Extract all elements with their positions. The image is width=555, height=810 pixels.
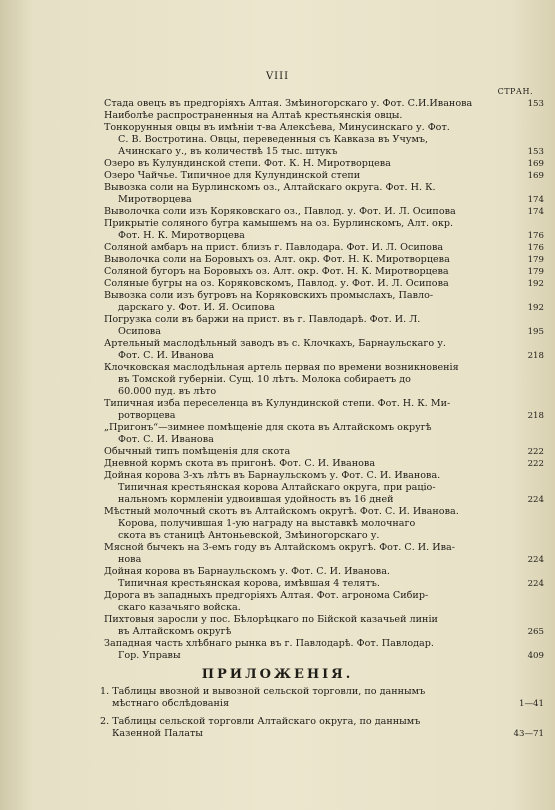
illustration-text-line: нальномъ кормленіи удвоившая удойность въ 16 дней <box>118 494 394 505</box>
illustration-entry <box>104 314 544 338</box>
illustration-entry <box>104 158 544 170</box>
illustration-text-line: Типичная крестьянская корова, имѣвшая 4 телятъ. <box>118 578 380 589</box>
illustration-entry <box>104 266 544 278</box>
illustration-text-line: Западная часть хлѣбнаго рынка въ г. Павлодарѣ. Фот. Павлодар. <box>104 638 434 649</box>
illustration-text-line: ротворцева <box>118 410 176 421</box>
illustration-page-ref: 153 <box>527 99 544 109</box>
illustration-entry <box>104 242 544 254</box>
illustration-page-ref: 192 <box>527 279 544 289</box>
illustration-text-line: Наиболѣе распространенныя на Алтаѣ крестьянскія овцы. <box>104 110 403 121</box>
illustration-text-line: Типичная крестьянская корова Алтайскаго округа, при раціо- <box>118 482 436 493</box>
illustration-page-ref: 169 <box>527 159 544 169</box>
illustration-entry <box>104 290 544 314</box>
illustration-text-line: Дневной кормъ скота въ пригонѣ. Фот. С. И. Иванова <box>104 458 376 469</box>
illustration-text-line: Соляной бугоръ на Боровыхъ оз. Алт. окр. Фот. Н. К. Миротворцева <box>104 266 449 277</box>
illustration-text-line: Вывозка соли изъ бугровъ на Коряковскихъ промыслахъ, Павло- <box>104 290 434 301</box>
illustration-entry <box>104 170 544 182</box>
appendix-entry <box>100 716 544 740</box>
illustration-page-ref: 224 <box>527 579 544 589</box>
page-number: VIII <box>265 71 290 82</box>
illustration-page-ref: 179 <box>527 255 544 265</box>
illustration-entry <box>104 254 544 266</box>
section-title: ПРИЛОЖЕНІЯ. <box>201 667 354 682</box>
illustration-page-ref: 174 <box>527 207 544 217</box>
illustration-page-ref: 174 <box>527 195 544 205</box>
illustration-page-ref: 224 <box>527 555 544 565</box>
illustration-entry <box>104 422 532 446</box>
illustration-text-line: дарскаго у. Фот. И. Я. Осипова <box>118 302 275 313</box>
illustration-entry <box>104 182 544 206</box>
appendix-page-ref: 1—41 <box>519 699 544 709</box>
illustration-entry <box>104 362 532 398</box>
illustration-page-ref: 265 <box>527 627 544 637</box>
illustration-entry <box>104 566 544 590</box>
illustration-entry <box>104 98 544 110</box>
illustration-page-ref: 179 <box>527 267 544 277</box>
appendix-text-line: мѣстнаго обслѣдованія <box>112 698 230 709</box>
illustration-page-ref: 176 <box>527 231 544 241</box>
illustration-text-line: Обычный типъ помѣщенія для скота <box>104 446 291 457</box>
illustration-text-line: „Пригонъ“—зимнее помѣщеніе для скота въ Алтайскомъ округѣ <box>104 422 432 433</box>
illustration-text-line: Мѣстный молочный скотъ въ Алтайскомъ округѣ. Фот. С. И. Иванова. <box>104 506 459 517</box>
appendix-list <box>100 686 544 746</box>
appendix-text-line: Казенной Палаты <box>112 728 203 739</box>
illustration-text-line: Соляной амбаръ на прист. близъ г. Павлодара. Фот. И. Л. Осипова <box>104 242 444 253</box>
illustration-entry <box>104 638 544 662</box>
illustration-text-line: Стада овецъ въ предгоріяхъ Алтая. Змѣиногорскаго у. Фот. С.И.Иванова <box>104 98 473 109</box>
illustration-entry <box>104 614 544 638</box>
illustration-page-ref: 218 <box>527 351 544 361</box>
illustration-text-line: Дойная корова 3-хъ лѣтъ въ Барнаульскомъ у. Фот. С. И. Иванова. <box>104 470 441 481</box>
illustration-entry <box>104 458 544 470</box>
illustration-text-line: Осипова <box>118 326 161 337</box>
illustration-text-line: Соляные бугры на оз. Коряковскомъ, Павлод. у. Фот. И. Л. Осипова <box>104 278 449 289</box>
illustration-text-line: Фот. С. И. Иванова <box>118 350 214 361</box>
illustration-page-ref: 222 <box>527 447 544 457</box>
illustration-entry <box>104 446 544 458</box>
illustration-page-ref: 169 <box>527 171 544 181</box>
illustration-entry <box>104 506 532 542</box>
illustration-entry <box>104 398 544 422</box>
illustration-text-line: Озеро Чайчье. Типичное для Кулундинской степи <box>104 170 361 181</box>
illustration-page-ref: 153 <box>527 147 544 157</box>
illustration-entry <box>104 590 532 614</box>
illustration-text-line: С. В. Востротина. Овцы, переведенныя съ Кавказа въ Учумъ, <box>118 134 429 145</box>
appendix-page-ref: 43—71 <box>513 729 544 739</box>
illustration-text-line: Озеро въ Кулундинской степи. Фот. К. Н. Миротворцева <box>104 158 391 169</box>
appendix-text-line: 2. Таблицы сельской торговли Алтайскаго округа, по даннымъ <box>100 716 421 727</box>
appendix-entry <box>100 686 544 710</box>
illustration-entry <box>104 278 544 290</box>
illustration-text-line: Выволочка соли на Боровыхъ оз. Алт. окр. Фот. Н. К. Миротворцева <box>104 254 450 265</box>
illustration-text-line: Пихтовыя заросли у пос. Бѣлорѣцкаго по Бійской казачьей линіи <box>104 614 438 625</box>
illustration-text-line: 60.000 пуд. въ лѣто <box>118 386 217 397</box>
illustration-page-ref: 224 <box>527 495 544 505</box>
illustration-text-line: въ Томской губерніи. Сущ. 10 лѣтъ. Молока собираетъ до <box>118 374 411 385</box>
illustration-entry <box>104 470 544 506</box>
illustration-entry <box>104 542 544 566</box>
illustration-text-line: Выволочка соли изъ Коряковскаго оз., Павлод. у. Фот. И. Л. Осипова <box>104 206 456 217</box>
illustration-text-line: Корова, получившая 1-ую награду на выставкѣ молочнаго <box>118 518 416 529</box>
illustration-text-line: нова <box>118 554 142 565</box>
illustration-text-line: Погрузка соли въ баржи на прист. въ г. Павлодарѣ. Фот. И. Л. <box>104 314 421 325</box>
illustration-text-line: въ Алтайскомъ округѣ <box>118 626 232 637</box>
illustration-text-line: скаго казачьяго войска. <box>118 602 241 613</box>
illustration-entry <box>104 122 544 158</box>
illustration-page-ref: 195 <box>527 327 544 337</box>
illustration-text-line: Типичная изба переселенца въ Кулундинской степи. Фот. Н. К. Ми- <box>104 398 451 409</box>
illustration-text-line: Гор. Управы <box>118 650 181 661</box>
illustration-text-line: Мясной бычекъ на 3-емъ году въ Алтайскомъ округѣ. Фот. С. И. Ива- <box>104 542 455 553</box>
illustration-text-line: скота въ станицѣ Антоньевской, Змѣиногорскаго у. <box>118 530 380 541</box>
illustration-text-line: Дорога въ западныхъ предгоріяхъ Алтая. Фот. агронома Сибир- <box>104 590 429 601</box>
illustration-page-ref: 192 <box>527 303 544 313</box>
illustration-text-line: Миротворцева <box>118 194 192 205</box>
illustration-text-line: Фот. С. И. Иванова <box>118 434 214 445</box>
illustration-page-ref: 176 <box>527 243 544 253</box>
page-column-header: СТРАН. <box>497 87 533 96</box>
illustration-entry <box>104 110 532 122</box>
illustration-text-line: Ачинскаго у., въ количествѣ 15 тыс. штукъ <box>118 146 338 157</box>
illustration-entry <box>104 218 544 242</box>
illustration-text-line: Клочковская маслодѣльная артель первая по времени возникновенія <box>104 362 459 373</box>
illustration-list <box>104 98 544 662</box>
appendix-text-line: 1. Таблицы ввозной и вывозной сельской торговли, по даннымъ <box>100 686 426 697</box>
illustration-page-ref: 409 <box>527 651 544 661</box>
illustration-text-line: Прикрытіе соляного бугра камышемъ на оз. Бурлинскомъ, Алт. окр. <box>104 218 454 229</box>
illustration-entry <box>104 206 544 218</box>
illustration-page-ref: 222 <box>527 459 544 469</box>
illustration-entry <box>104 338 544 362</box>
illustration-text-line: Тонкорунныя овцы въ имѣніи т-ва Алексѣева, Минусинскаго у. Фот. <box>104 122 450 133</box>
illustration-text-line: Вывозка соли на Бурлинскомъ оз., Алтайскаго округа. Фот. Н. К. <box>104 182 436 193</box>
illustration-text-line: Фот. Н. К. Миротворцева <box>118 230 245 241</box>
illustration-text-line: Дойная корова въ Барнаульскомъ у. Фот. С. И. Иванова. <box>104 566 390 577</box>
illustration-page-ref: 218 <box>527 411 544 421</box>
illustration-text-line: Артельный маслодѣльный заводъ въ с. Клочкахъ, Барнаульскаго у. <box>104 338 446 349</box>
